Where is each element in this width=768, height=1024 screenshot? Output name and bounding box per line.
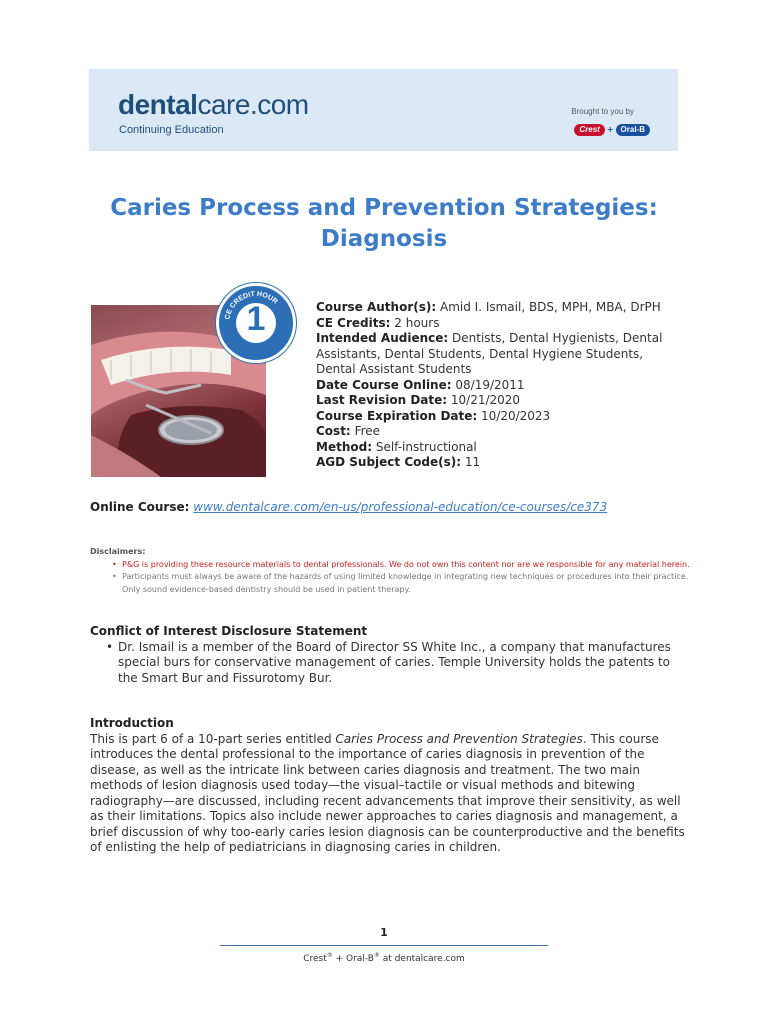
- footer-text: Crest® + Oral-B® at dentalcare.com: [303, 952, 465, 964]
- online-course: [90, 500, 607, 514]
- course-info-row: AGD Subject Code(s): 11: [316, 455, 481, 469]
- list-item: • Participants must always be aware of the hazards of using limited knowledge in integrating new techniques or procedures into their practice. Only sound evidence-based dentistry should be used in patient therapy.: [112, 571, 690, 596]
- list-item: • P&G is providing these resource materials to dental professionals. We do not own this content nor are we responsible for any material herein.: [112, 559, 690, 572]
- page-number: 1: [380, 926, 388, 939]
- course-info-row: Course Expiration Date: 10/20/2023: [316, 408, 551, 423]
- introduction-heading: Introduction: [90, 716, 174, 730]
- course-info-row: Last Revision Date: 10/21/2020: [316, 393, 521, 407]
- series-title: Caries Process and Prevention Strategies: [335, 731, 583, 746]
- course-info-row: Cost: Free: [316, 424, 381, 438]
- disclaimers-list: [90, 559, 690, 597]
- introduction-body: This is part 6 of a 10-part series entitled Caries Process and Prevention Strategies. This course introduces the dental professional to the importance of caries diagnosis in prevention of the disease, as well as the intricate link between caries diagnosis and treatment. The two main methods of lesion diagnosis used today—the visual–tactile or visual methods and bitewing radiography—are discussed, including recent advancements that improve their sensitivity, as well as their limitations. Topics also include newer approaches to caries diagnosis and management, a brief discussion of why too-early caries lesion diagnosis can be counterproductive and the benefits of enlisting the help of pediatricians in diagnosing caries in children.: [90, 731, 685, 854]
- crest-oralb-logo: [574, 123, 650, 136]
- course-info-row: Method: Self-instructional: [316, 439, 477, 454]
- course-info-row: Intended Audience: Dentists, Dental Hygienists, Dental Assistants, Dental Students, Dental Hygiene Students, Dental Assistant Students: [316, 331, 663, 376]
- brought-by-text: Brought to you by: [571, 107, 634, 116]
- course-info-row: CE Credits: 2 hours: [316, 315, 440, 330]
- dentalcare-logo[interactable]: dentalcare.com: [118, 89, 309, 120]
- footer-divider: [220, 945, 548, 946]
- conflict-of-interest-section: [90, 624, 690, 686]
- badge-ring-text: CE CREDIT HOUR: [224, 290, 279, 321]
- course-info: [316, 300, 686, 471]
- online-course-link[interactable]: www.dentalcare.com/en-us/professional-education/ce-courses/ce373: [193, 500, 608, 514]
- conflict-heading: Conflict of Interest Disclosure Statement: [90, 624, 368, 638]
- badge-number: 1: [246, 300, 266, 338]
- ce-credit-badge: [216, 283, 296, 363]
- crest-logo: Crest: [574, 124, 604, 136]
- online-course-label: Online Course:: [90, 500, 190, 514]
- course-info-row: Course Author(s): Amid I. Ismail, BDS, MPH, MBA, DrPH: [316, 300, 661, 314]
- course-title: Caries Process and Prevention Strategies: Diagnosis: [110, 195, 658, 252]
- oralb-logo: Oral-B: [616, 124, 650, 136]
- brand-plus: +: [606, 125, 614, 134]
- disclaimers-heading: Disclaimers:: [90, 547, 146, 556]
- course-info-row: Date Course Online: 08/19/2011: [316, 377, 525, 392]
- logo-subtitle: Continuing Education: [119, 124, 224, 136]
- header-banner: [89, 69, 678, 151]
- conflict-list: [90, 640, 690, 687]
- disclaimers-section: [90, 546, 690, 596]
- list-item: • Dr. Ismail is a member of the Board of Director SS White Inc., a company that manufactures special burs for conservative management of caries. Temple University holds the patents to the Smart Bur and Fissurotomy Bur.: [106, 640, 690, 687]
- introduction-section: [90, 716, 690, 856]
